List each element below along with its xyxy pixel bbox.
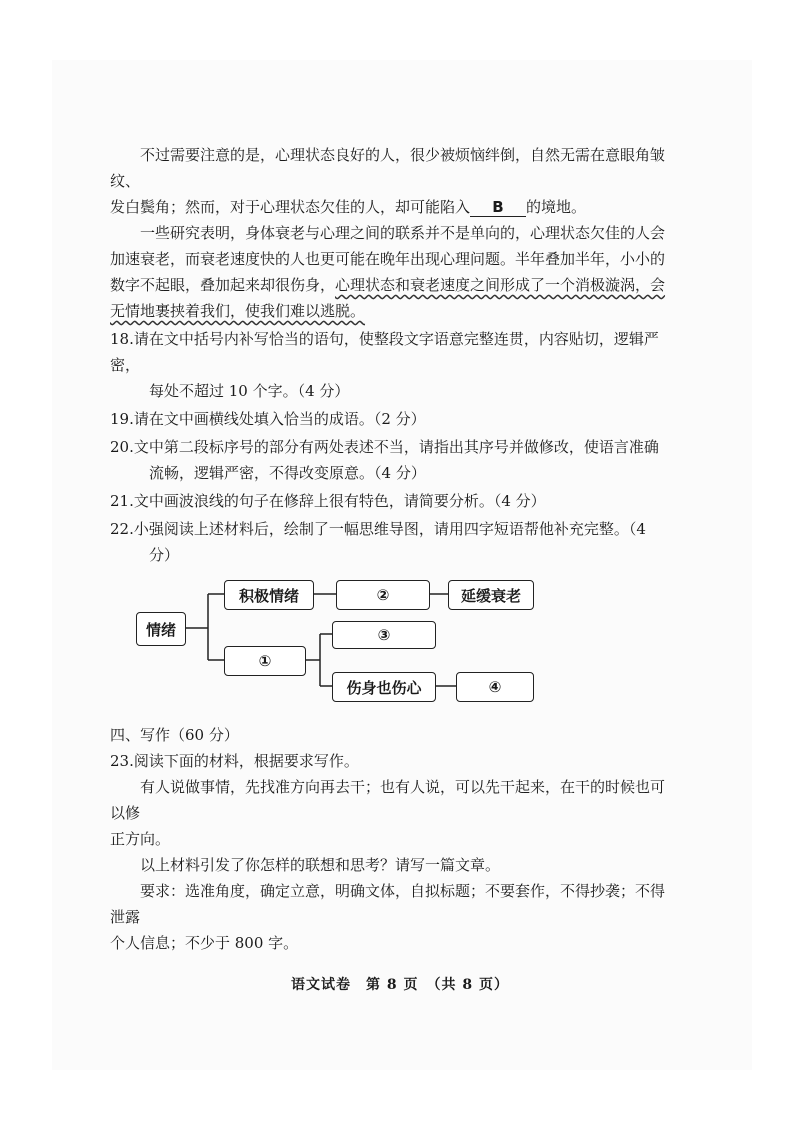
question-21 [110, 488, 670, 514]
question-text: 流畅，逻辑严密，不得改变原意。（4 分） [149, 464, 426, 482]
writing-material: 有人说做事情，先找准方向再去干；也有人说，可以先干起来，在干的时候也可以修 [110, 778, 666, 822]
page-footer: 语文试卷 第 8 页 （共 8 页） [291, 977, 509, 993]
writing-prompt: 以上材料引发了你怎样的联想和思考？请写一篇文章。 [140, 856, 501, 874]
mind-map-blank-2: ② [336, 580, 430, 610]
passage-text: 一些研究表明，身体衰老与心理之间的联系并不是单向的，心理状态欠佳的人会加速衰老，而衰老速度快的人也更可能在晚年出现心理问题。半年叠加半年，小小的数字不起眼，叠加起来却很伤身， [110, 224, 666, 294]
passage-text: 的境地。 [526, 198, 587, 216]
question-text: 18.请在文中括号内补写恰当的语句，使整段文字语意完整连贯，内容贴切，逻辑严密， [110, 330, 659, 374]
mind-map-result: 延缓衰老 [448, 580, 534, 610]
wavy-underlined-sentence: 心理状态和衰老速度之间形成了一个消极漩涡，会无情地裹挟着我们，使我们难以逃脱。 [110, 276, 666, 320]
question-23: 23.阅读下面的材料，根据要求写作。 [110, 752, 359, 770]
section-title: 四、写作（60 分） [110, 726, 239, 744]
question-18 [110, 326, 670, 404]
question-text: 20.文中第二段标序号的部分有两处表述不当，请指出其序号并做修改，使语言准确 [110, 438, 659, 456]
mind-map-hurt: 伤身也伤心 [332, 672, 436, 702]
page-content [110, 142, 670, 956]
passage-line [110, 194, 670, 220]
question-text: 19.请在文中画横线处填入恰当的成语。（2 分） [110, 410, 426, 428]
writing-requirements: 个人信息；不少于 800 字。 [110, 934, 299, 952]
fill-blank: B [470, 198, 526, 217]
question-22 [110, 516, 670, 568]
writing-requirements: 要求：选准角度，确定立意，明确文体，自拟标题；不要套作，不得抄袭；不得泄露 [110, 882, 666, 926]
writing-material: 正方向。 [110, 830, 171, 848]
passage-line: 不过需要注意的是，心理状态良好的人，很少被烦恼绊倒，自然无需在意眼角皱纹、 [110, 146, 666, 190]
question-text: 21.文中画波浪线的句子在修辞上很有特色，请简要分析。（4 分） [110, 492, 546, 510]
mind-map-blank-4: ④ [456, 672, 534, 702]
question-text: 每处不超过 10 个字。（4 分） [149, 382, 350, 400]
mind-map-positive: 积极情绪 [224, 580, 314, 610]
question-19 [110, 406, 670, 432]
mind-map-blank-1: ① [224, 646, 306, 676]
passage-paragraph-2 [110, 220, 670, 324]
question-text: 分） [149, 546, 180, 564]
mind-map-root: 情绪 [136, 612, 186, 646]
passage-text: 发白鬓角；然而，对于心理状态欠佳的人，却可能陷入 [110, 198, 471, 216]
question-text: 22.小强阅读上述材料后，绘制了一幅思维导图，请用四字短语帮他补充完整。（4 [110, 520, 646, 538]
mind-map [110, 580, 670, 700]
mind-map-blank-3: ③ [332, 621, 436, 649]
question-20 [110, 434, 670, 486]
